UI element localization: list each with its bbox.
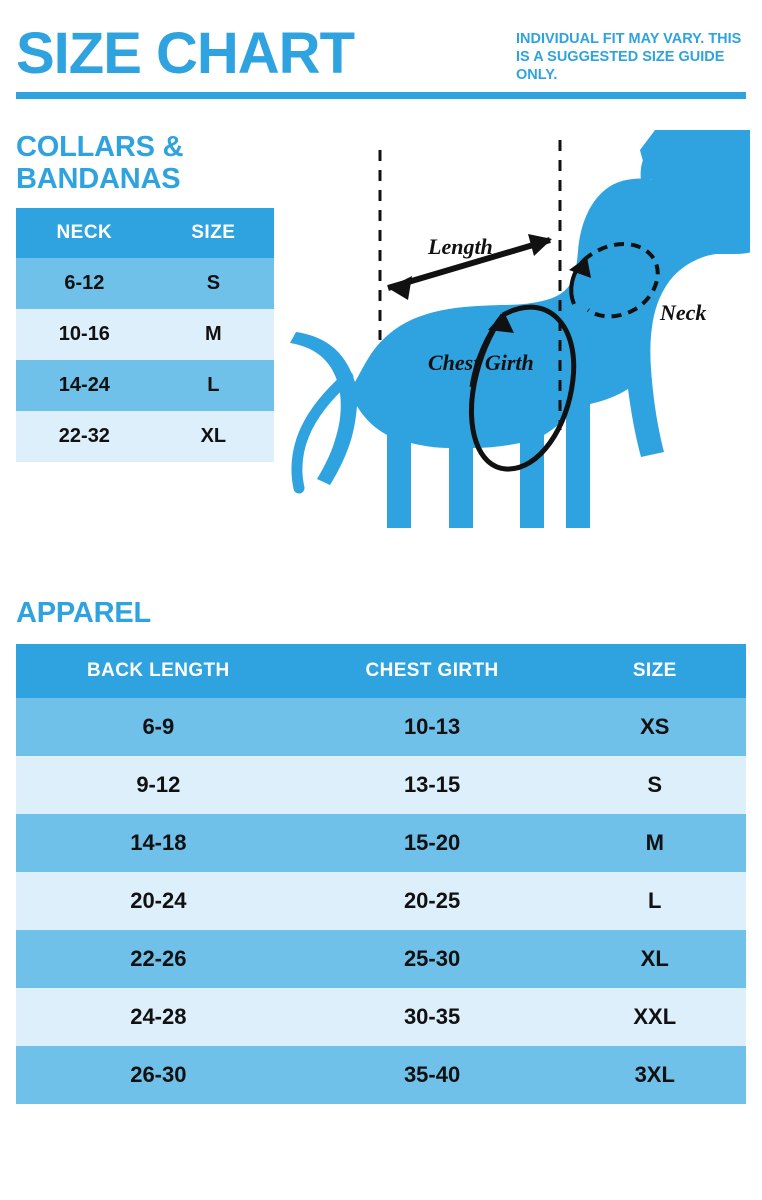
cell-size: S	[563, 756, 746, 814]
cell-size: S	[153, 258, 274, 309]
cell-chest-girth: 30-35	[301, 988, 564, 1046]
cell-back-length: 9-12	[16, 756, 301, 814]
table-row	[16, 988, 746, 1046]
chest-girth-label: Chest Girth	[428, 350, 534, 375]
disclaimer-text: INDIVIDUAL FIT MAY VARY. THIS IS A SUGGESTED SIZE GUIDE ONLY.	[516, 31, 742, 84]
collars-col-neck: NECK	[16, 208, 153, 258]
cell-back-length: 26-30	[16, 1046, 301, 1104]
apparel-col-chest-girth: CHEST GIRTH	[301, 644, 564, 698]
dog-measurement-diagram	[288, 130, 750, 582]
collars-section-title: COLLARS & BANDANAS	[16, 131, 184, 195]
table-row	[16, 814, 746, 872]
cell-neck: 22-32	[16, 411, 153, 462]
cell-neck: 10-16	[16, 309, 153, 360]
cell-back-length: 22-26	[16, 930, 301, 988]
table-row	[16, 756, 746, 814]
header-divider	[16, 92, 746, 99]
table-row	[16, 1046, 746, 1104]
cell-size: 3XL	[563, 1046, 746, 1104]
cell-chest-girth: 13-15	[301, 756, 564, 814]
cell-size: XS	[563, 698, 746, 756]
cell-neck: 6-12	[16, 258, 153, 309]
cell-chest-girth: 20-25	[301, 872, 564, 930]
table-row	[16, 698, 746, 756]
cell-chest-girth: 10-13	[301, 698, 564, 756]
table-row	[16, 258, 274, 309]
apparel-table	[16, 644, 746, 1104]
cell-back-length: 20-24	[16, 872, 301, 930]
table-row	[16, 872, 746, 930]
page-header	[0, 0, 762, 84]
table-header-row	[16, 644, 746, 698]
cell-chest-girth: 15-20	[301, 814, 564, 872]
collars-col-size: SIZE	[153, 208, 274, 258]
header-row	[16, 22, 746, 84]
table-row	[16, 411, 274, 462]
cell-size: XXL	[563, 988, 746, 1046]
cell-back-length: 14-18	[16, 814, 301, 872]
collars-table	[16, 208, 274, 462]
collars-section	[16, 132, 274, 462]
cell-size: XL	[153, 411, 274, 462]
cell-chest-girth: 35-40	[301, 1046, 564, 1104]
neck-label: Neck	[660, 300, 707, 325]
cell-size: M	[563, 814, 746, 872]
table-row	[16, 930, 746, 988]
cell-size: L	[563, 872, 746, 930]
cell-neck: 14-24	[16, 360, 153, 411]
apparel-section	[16, 598, 746, 1104]
cell-size: L	[153, 360, 274, 411]
table-row	[16, 309, 274, 360]
table-header-row	[16, 208, 274, 258]
apparel-col-back-length: BACK LENGTH	[16, 644, 301, 698]
table-row	[16, 360, 274, 411]
cell-size: M	[153, 309, 274, 360]
apparel-col-size: SIZE	[563, 644, 746, 698]
cell-chest-girth: 25-30	[301, 930, 564, 988]
cell-back-length: 6-9	[16, 698, 301, 756]
page-title: SIZE CHART	[16, 21, 354, 86]
cell-size: XL	[563, 930, 746, 988]
apparel-section-title: APPAREL	[16, 597, 152, 629]
length-label: Length	[428, 234, 493, 259]
cell-back-length: 24-28	[16, 988, 301, 1046]
